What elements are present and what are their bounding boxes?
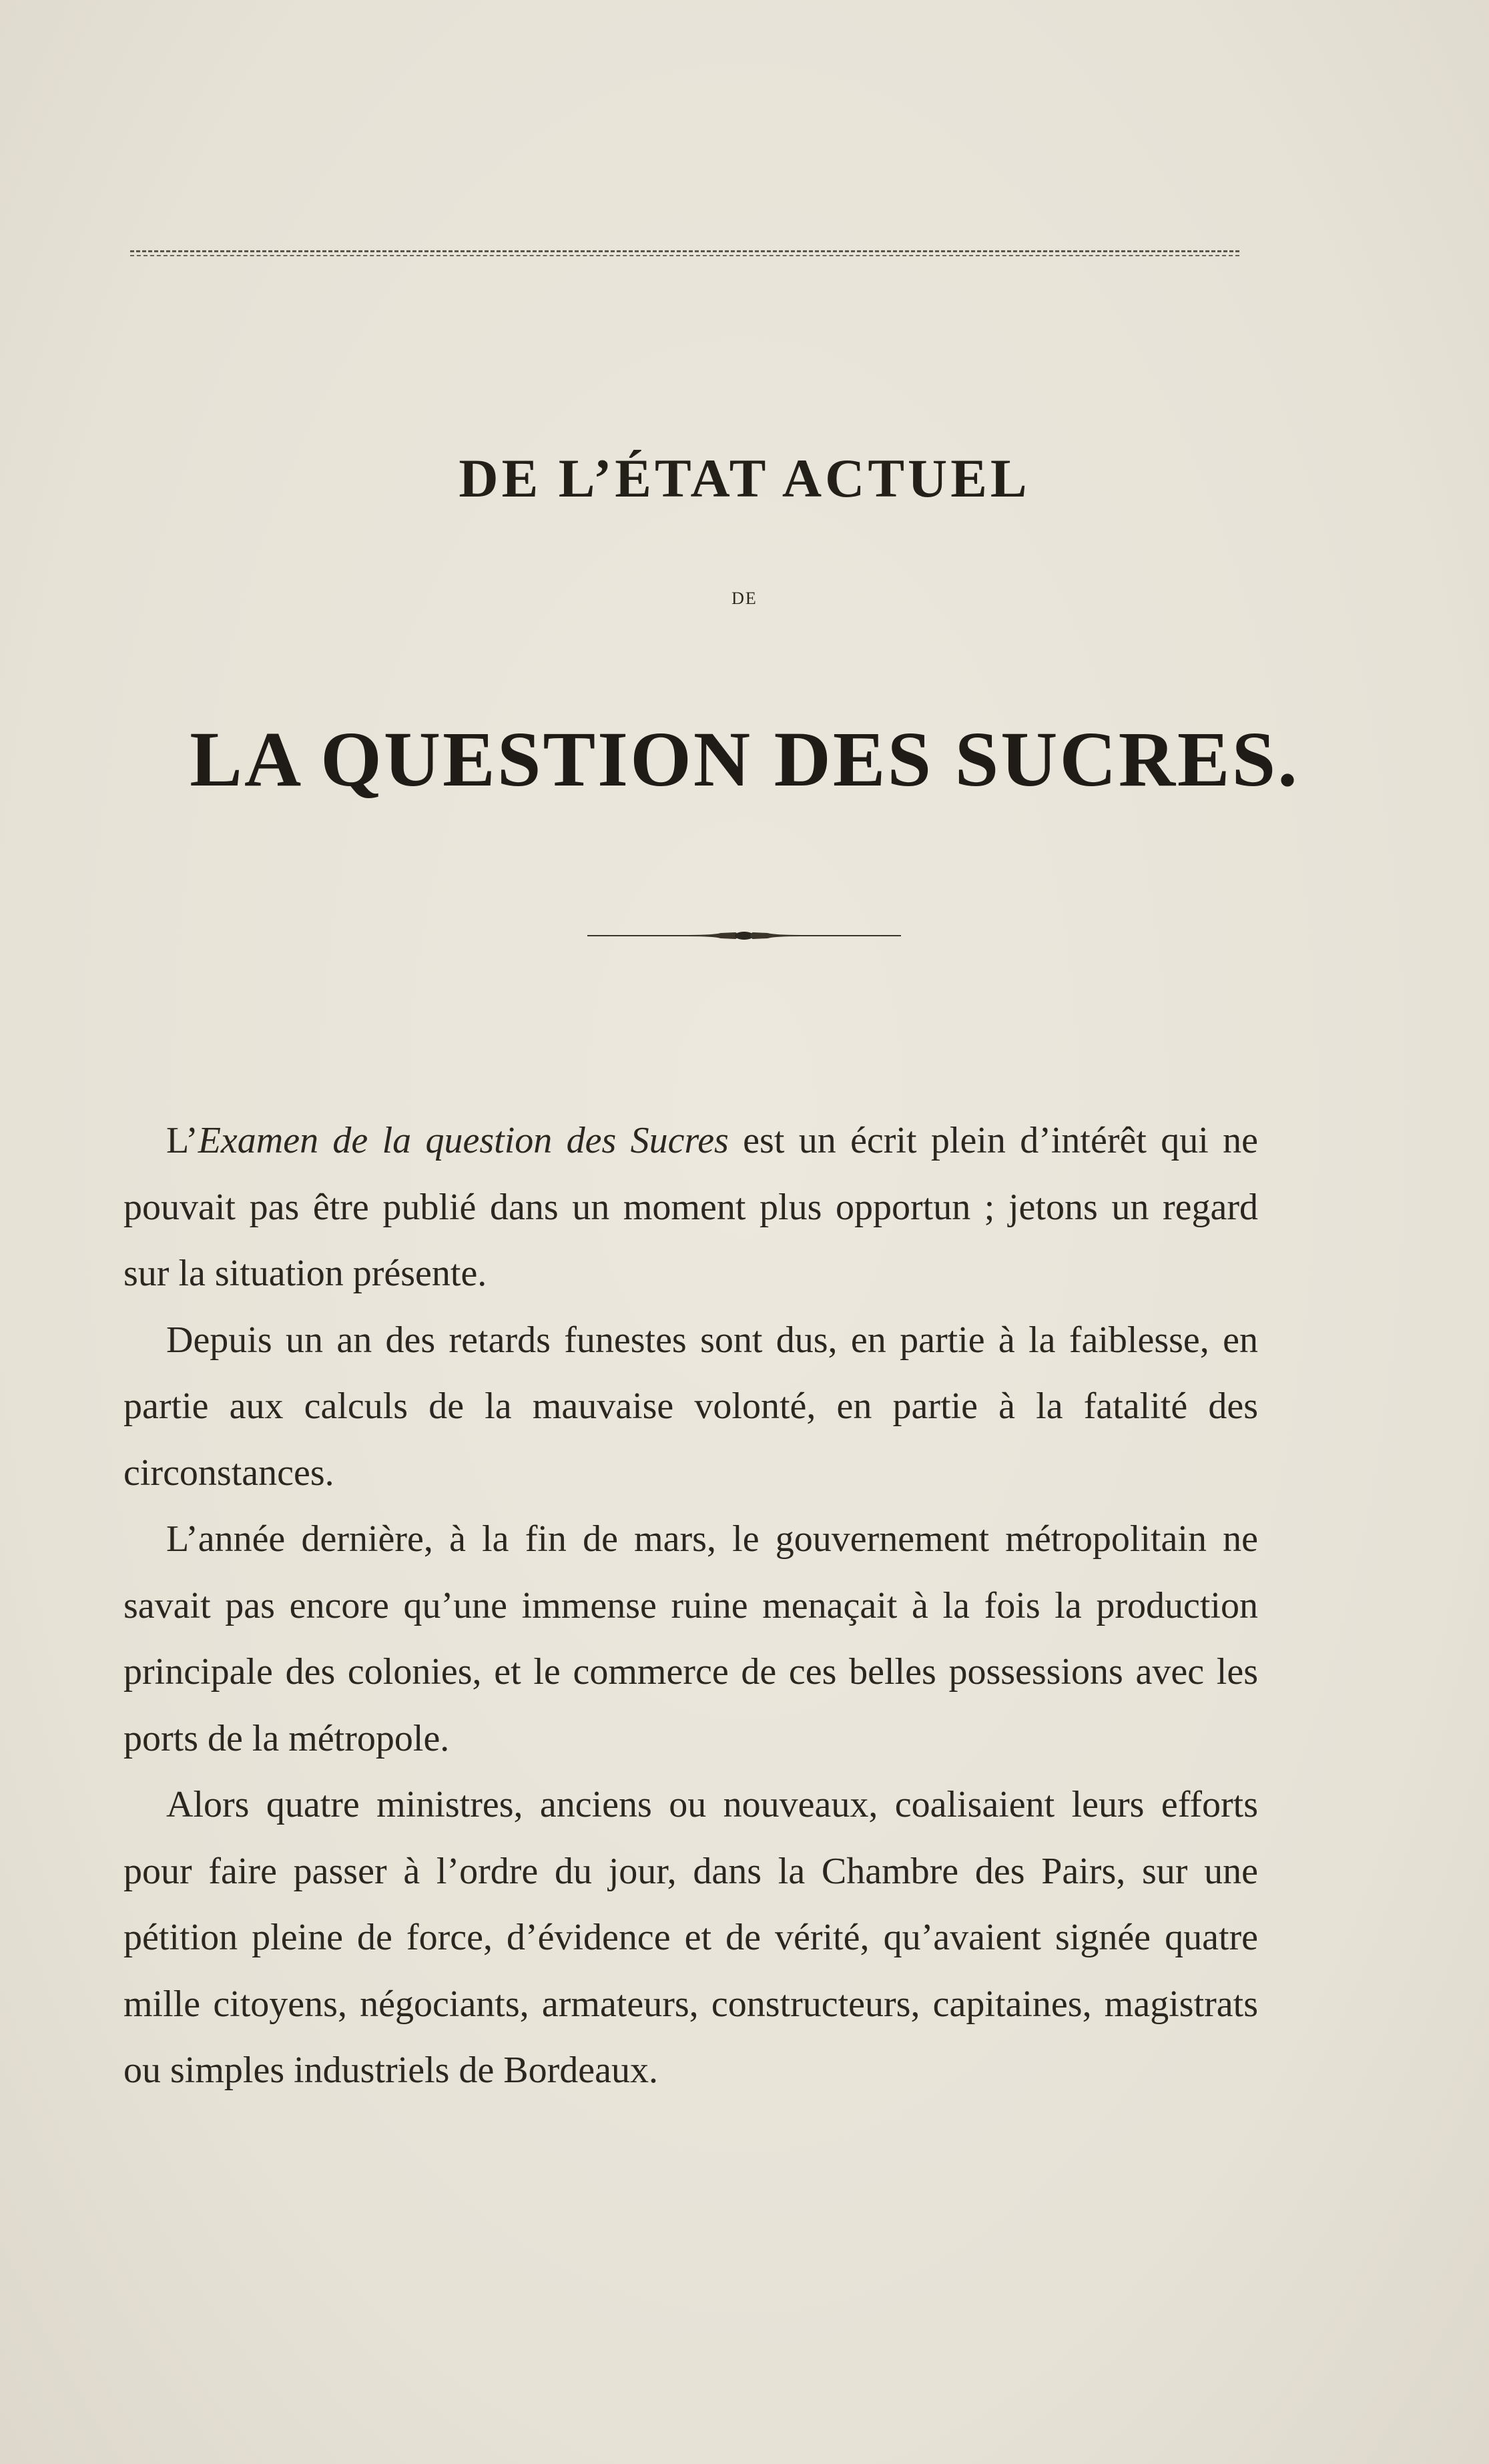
header-rule-line-top <box>130 250 1239 252</box>
paragraph-4: Alors quatre ministres, anciens ou nouveaux, coalisaient leurs efforts pour faire passer à l’ordre du jour, dans la Chambre des Pairs, sur une pétition pleine de force, d’évidence et de vérité, qu’avaient signée quatre mille citoyens, négociants, armateurs, constructeurs, capitaines, magistrats ou simples industriels de Bordeaux. <box>123 1784 1258 2091</box>
ornament-divider-icon <box>587 928 901 944</box>
title-connector: DE <box>731 589 758 608</box>
header-rule-line-bottom <box>130 255 1239 256</box>
title-line-1: DE L’ÉTAT ACTUEL <box>459 448 1030 509</box>
title-line-2: LA QUESTION DES SUCRES. <box>190 715 1299 803</box>
paragraph-1-prefix: L’ <box>166 1120 198 1161</box>
header-rule <box>130 250 1239 258</box>
paragraph-1 <box>123 1108 1258 1307</box>
book-title-italic: Examen de la question des Sucres <box>198 1120 729 1161</box>
paragraph-2: Depuis un an des retards funestes sont dus, en partie à la faiblesse, en partie aux calculs de la mauvaise volonté, en partie à la fatalité des circonstances. <box>123 1319 1258 1494</box>
paragraph-1-text: est un écrit plein d’intérêt qui ne pouvait pas être publié dans un moment plus opportun ; jetons un regard sur la situation présente. <box>123 1120 1258 1294</box>
paragraph-3: L’année dernière, à la fin de mars, le gouvernement métropolitain ne savait pas encore qu’une immense ruine menaçait à la fois la production principale des colonies, et le commerce de ces belles possessions avec les ports de la métropole. <box>123 1518 1258 1759</box>
body-text <box>123 1108 1258 2104</box>
